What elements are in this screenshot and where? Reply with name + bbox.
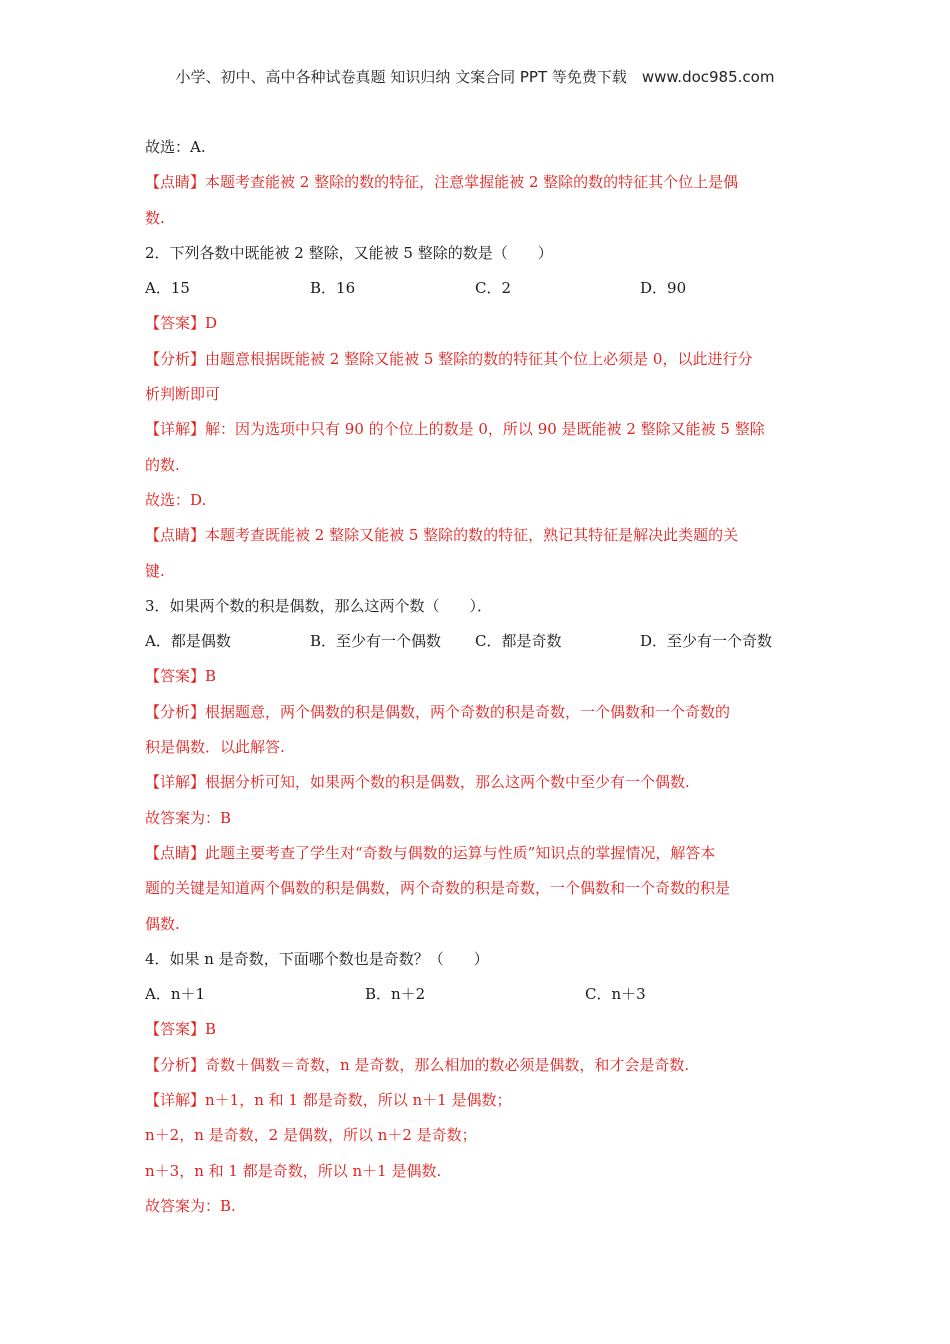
q2-xiangjie-line: 【详解】解：因为选项中只有 90 的个位上的数是 0，所以 90 是既能被 2 整除又能被 5 整除: [145, 420, 765, 439]
q3-question: 3．如果两个数的积是偶数，那么这两个数（ ）．: [145, 596, 493, 615]
q3-answer: 【答案】B: [145, 667, 217, 686]
prev-dianjing-line: 数.: [145, 208, 165, 227]
q4-option-a: A．n＋1: [145, 985, 206, 1004]
q4-option-c: C．n＋3: [585, 985, 646, 1004]
q4-fenxi-line: 【分析】奇数＋偶数＝奇数，n 是奇数，那么相加的数必须是偶数，和才会是奇数.: [145, 1055, 690, 1074]
q2-question: 2．下列各数中既能被 2 整除，又能被 5 整除的数是（ ）: [145, 243, 553, 262]
q4-options: [145, 977, 810, 1012]
q3-xiangjie-line: 【详解】根据分析可知，如果两个数的积是偶数，那么这两个数中至少有一个偶数.: [145, 773, 690, 792]
q2-conclusion: 故选：D.: [145, 490, 207, 509]
q2-fenxi-line: 【分析】由题意根据既能被 2 整除又能被 5 整除的数的特征其个位上必须是 0，以此进行分: [145, 349, 753, 368]
q4-xiangjie-line: n＋2，n 是奇数，2 是偶数，所以 n＋2 是奇数；: [145, 1126, 477, 1145]
q3-option-c: C．都是奇数: [475, 632, 562, 651]
q2-option-c: C．2: [475, 279, 512, 298]
q4-question: 4．如果 n 是奇数，下面哪个数也是奇数？（ ）: [145, 949, 489, 968]
q3-dianjing-line: 偶数.: [145, 914, 180, 933]
q4-conclusion: 故答案为：B.: [145, 1196, 236, 1215]
document-body: [145, 130, 810, 1224]
q2-dianjing-line: 键.: [145, 561, 165, 580]
q2-option-d: D．90: [640, 279, 687, 298]
q3-fenxi-line: 【分析】根据题意，两个偶数的积是偶数，两个奇数的积是奇数，一个偶数和一个奇数的: [145, 702, 731, 721]
q4-xiangjie-line: n＋3，n 和 1 都是奇数，所以 n＋1 是偶数.: [145, 1161, 442, 1180]
q2-option-a: A．15: [145, 279, 190, 298]
q2-options: [145, 271, 810, 306]
q3-dianjing-line: 【点睛】此题主要考查了学生对“奇数与偶数的运算与性质”知识点的掌握情况，解答本: [145, 843, 716, 862]
q4-xiangjie-line: 【详解】n＋1，n 和 1 都是奇数，所以 n＋1 是偶数；: [145, 1091, 512, 1110]
prev-dianjing-line: 【点睛】本题考查能被 2 整除的数的特征，注意掌握能被 2 整除的数的特征其个位上是偶: [145, 173, 739, 192]
q2-option-b: B．16: [310, 279, 356, 298]
q3-options: [145, 624, 810, 659]
prev-conclusion: 故选：A.: [145, 138, 206, 156]
q3-option-b: B．至少有一个偶数: [310, 632, 442, 651]
q2-xiangjie-line: 的数.: [145, 455, 180, 474]
q3-conclusion: 故答案为：B: [145, 808, 232, 827]
q2-answer: 【答案】D: [145, 314, 218, 333]
q4-option-b: B．n＋2: [365, 985, 426, 1004]
q4-answer: 【答案】B: [145, 1020, 217, 1039]
q3-dianjing-line: 题的关键是知道两个偶数的积是偶数，两个奇数的积是奇数，一个偶数和一个奇数的积是: [145, 879, 731, 898]
q2-fenxi-line: 析判断即可: [145, 385, 221, 404]
q3-option-a: A．都是偶数: [145, 632, 231, 651]
q2-dianjing-line: 【点睛】本题考查既能被 2 整除又能被 5 整除的数的特征，熟记其特征是解决此类题的关: [145, 526, 739, 545]
q3-fenxi-line: 积是偶数．以此解答.: [145, 738, 285, 757]
page-header: 小学、初中、高中各种试卷真题 知识归纳 文案合同 PPT 等免费下载 www.doc985.com: [175, 68, 775, 86]
q3-option-d: D．至少有一个奇数: [640, 632, 773, 651]
